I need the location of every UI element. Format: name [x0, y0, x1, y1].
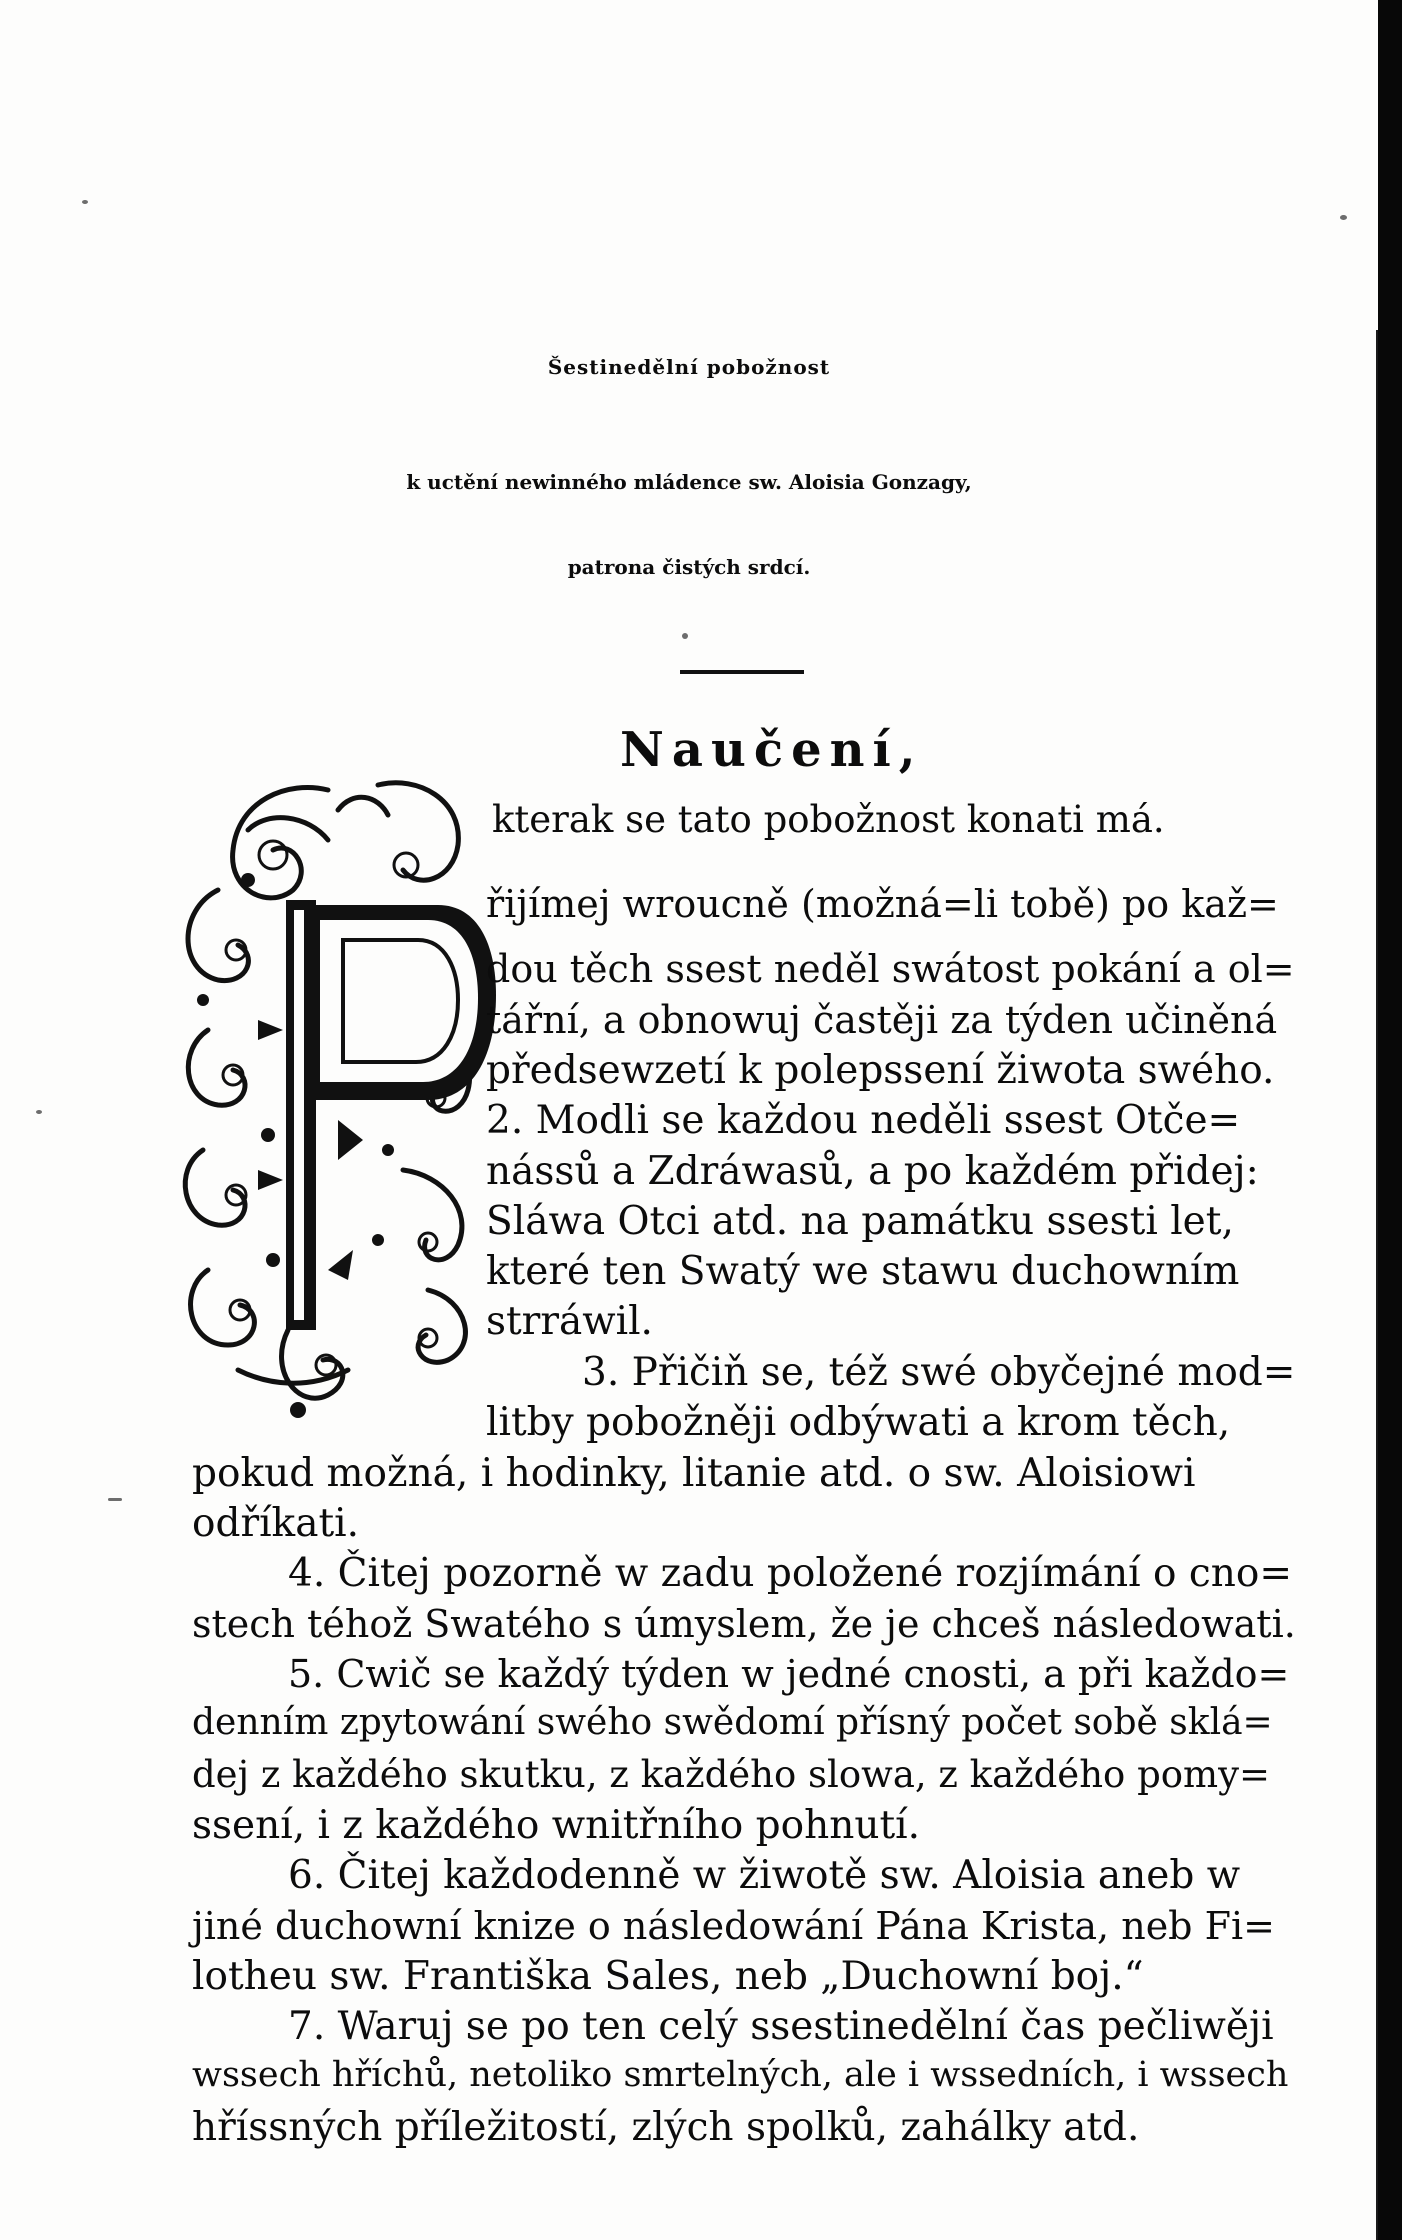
body-line: dou těch ssest neděl swátost pokání a ol= [486, 947, 1295, 991]
body-line: pokud možná, i hodinky, litanie atd. o sw. Aloisiowi [192, 1451, 1196, 1496]
body-line: stech téhož Swatého s úmyslem, že je chceš následowati. [192, 1602, 1296, 1646]
body-line: řijímej wroucně (možná=li tobě) po kaž= [486, 882, 1279, 926]
body-line: které ten Swatý we stawu duchowním [486, 1249, 1240, 1294]
section-heading: Naučení, [620, 722, 924, 778]
body-line: lotheu sw. Františka Sales, neb „Duchowní boj.“ [192, 1954, 1144, 1999]
title-divider [680, 670, 804, 674]
page-subtitle-line-1: k uctění newinného mládence sw. Aloisia Gonzagy, [406, 470, 972, 494]
body-line: wssech hříchů, netoliko smrtelných, ale i wssedních, i wssech [192, 2055, 1289, 2095]
body-line: strráwil. [486, 1299, 653, 1344]
body-line: 5. Cwič se každý týden w jedné cnosti, a při každo= [288, 1652, 1290, 1696]
page-title: Šestinedělní pobožnost [547, 355, 831, 379]
body-line: 3. Přičiň se, též swé obyčejné mod= [582, 1350, 1296, 1395]
body-line: jiné duchowní knize o následowání Pána Krista, neb Fi= [192, 1904, 1275, 1948]
body-line: Sláwa Otci atd. na památku ssesti let, [486, 1199, 1234, 1244]
section-subheading: kterak se tato pobožnost konati má. [492, 798, 1165, 841]
scan-border [1378, 0, 1402, 2240]
body-line: 4. Čitej pozorně w zadu položené rozjímání o cno= [288, 1551, 1293, 1596]
body-line: denním zpytowání swého swědomí přísný počet sobě sklá= [192, 1702, 1273, 1743]
body-line: hříssných příležitostí, zlých spolků, zahálky atd. [192, 2105, 1140, 2150]
body-line: dej z každého skutku, z každého slowa, z každého pomy= [192, 1753, 1271, 1796]
ink-speck [108, 1498, 122, 1501]
body-line: litby pobožněji odbýwati a krom těch, [486, 1400, 1231, 1445]
ink-speck [682, 633, 688, 639]
body-line: odříkati. [192, 1501, 359, 1546]
body-line: 6. Čitej každodenně w žiwotě sw. Aloisia aneb w [288, 1853, 1241, 1898]
ink-speck [36, 1110, 42, 1114]
body-line: 7. Waruj se po ten celý ssestinedělní čas pečliwěji [288, 2004, 1274, 2049]
body-line: předsewzetí k polepssení žiwota swého. [486, 1048, 1275, 1093]
body-line: ssení, i z každého wnitřního pohnutí. [192, 1803, 920, 1848]
ink-speck [82, 200, 88, 204]
ornamental-drop-cap [178, 770, 498, 1430]
body-line: nássů a Zdráwasů, a po každém přidej: [486, 1149, 1259, 1194]
body-line: 2. Modli se každou neděli ssest Otče= [486, 1098, 1241, 1143]
page-subtitle-line-2: patrona čistých srdcí. [567, 555, 811, 579]
ink-speck [1340, 215, 1347, 220]
body-line: tářní, a obnowuj častěji za týden učiněná [486, 998, 1278, 1042]
